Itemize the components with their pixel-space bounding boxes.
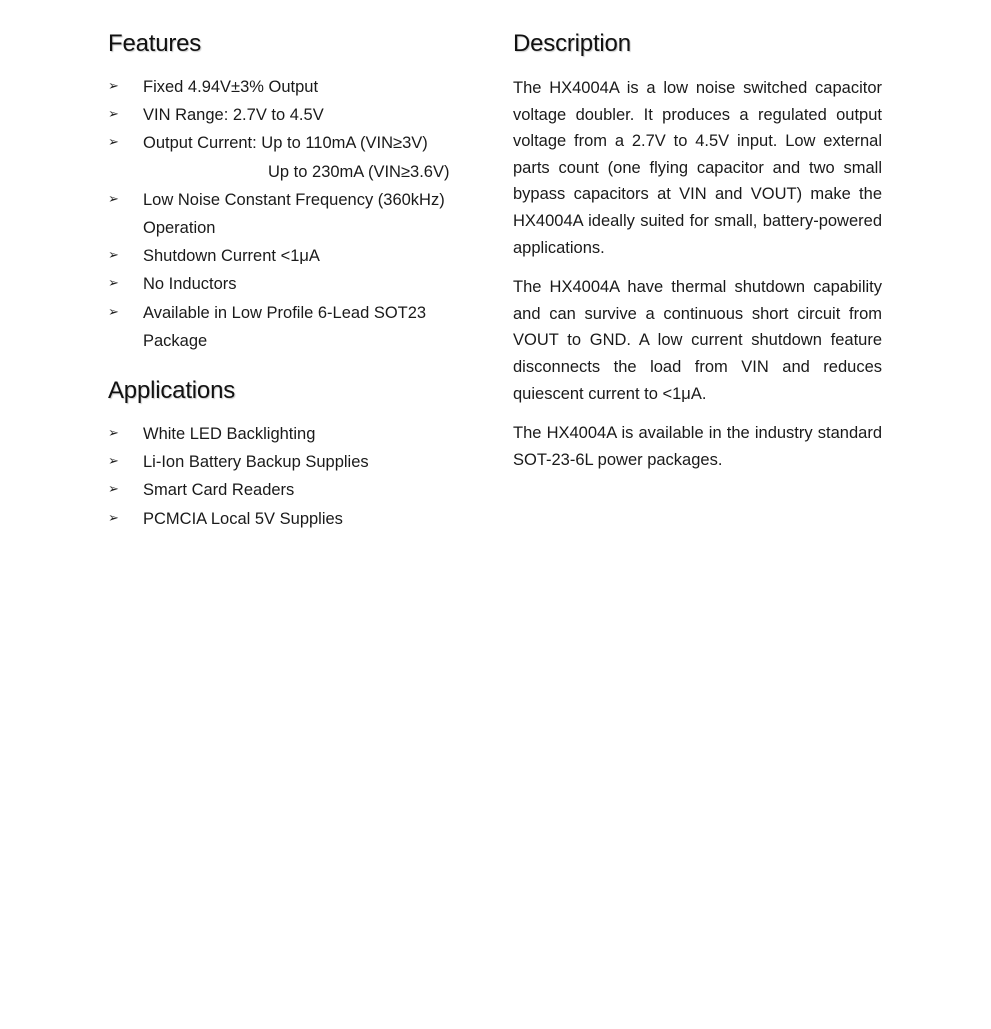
description-heading: Description xyxy=(513,30,631,57)
features-heading: Features xyxy=(108,30,202,57)
applications-list xyxy=(108,420,478,533)
arrowhead-bullet-icon: ➢ xyxy=(108,482,119,498)
arrowhead-bullet-icon: ➢ xyxy=(108,107,119,123)
right-column xyxy=(513,28,882,473)
list-item xyxy=(108,186,478,242)
list-item xyxy=(108,420,478,448)
description-body xyxy=(513,75,882,473)
left-column xyxy=(108,28,478,533)
applications-heading: Applications xyxy=(108,377,236,405)
arrowhead-bullet-icon: ➢ xyxy=(108,454,119,470)
description-paragraph: The HX4004A is available in the industry standard SOT-23-6L power packages. xyxy=(513,424,882,469)
arrowhead-bullet-icon: ➢ xyxy=(108,79,119,94)
applications-section xyxy=(108,375,478,533)
features-section xyxy=(108,28,478,355)
description-paragraph: The HX4004A have thermal shutdown capability and can survive a continuous short circuit from VOUT to GND. A low current shutdown feature disconnects the load from VIN and reduces quiescent current to <1μA. xyxy=(513,278,882,403)
arrowhead-bullet-icon: ➢ xyxy=(108,304,119,320)
list-item xyxy=(108,476,478,504)
list-item xyxy=(108,299,478,355)
arrowhead-bullet-icon: ➢ xyxy=(108,276,119,292)
feature-text: Available in Low Profile 6-Lead SOT23 Package xyxy=(143,303,427,350)
description-paragraph: The HX4004A is a low noise switched capacitor voltage doubler. It produces a regulated output voltage from a 2.7V to 4.5V input. Low external parts count (one flying capacitor and two small bypass capacitors at VIN and VOUT) make the HX4004A ideally suited for small, battery-powered applications. xyxy=(513,79,882,257)
application-text: Smart Card Readers xyxy=(143,481,295,500)
feature-text-continuation: Up to 230mA (VIN≥3.6V) xyxy=(268,162,450,181)
list-item xyxy=(108,505,478,533)
list-item xyxy=(108,270,478,298)
list-item xyxy=(108,101,478,129)
feature-text: VIN Range: 2.7V to 4.5V xyxy=(143,106,324,125)
list-item xyxy=(108,448,478,476)
feature-text: Output Current: Up to 110mA (VIN≥3V) xyxy=(143,134,428,153)
arrowhead-bullet-icon: ➢ xyxy=(108,248,119,264)
features-list xyxy=(108,73,478,355)
application-text: PCMCIA Local 5V Supplies xyxy=(143,509,343,528)
arrowhead-bullet-icon: ➢ xyxy=(108,191,119,207)
list-item xyxy=(108,73,478,101)
feature-text: Low Noise Constant Frequency (360kHz) Operation xyxy=(143,190,445,238)
feature-text: Fixed 4.94V±3% Output xyxy=(143,78,319,96)
feature-text: No Inductors xyxy=(143,275,237,294)
application-text: Li-Ion Battery Backup Supplies xyxy=(143,453,369,472)
arrowhead-bullet-icon: ➢ xyxy=(108,426,119,442)
list-item xyxy=(108,129,478,185)
arrowhead-bullet-icon: ➢ xyxy=(108,510,119,526)
application-text: White LED Backlighting xyxy=(143,425,316,444)
arrowhead-bullet-icon: ➢ xyxy=(108,135,119,151)
feature-text: Shutdown Current <1μA xyxy=(143,247,320,266)
description-section xyxy=(513,28,882,473)
list-item xyxy=(108,242,478,270)
